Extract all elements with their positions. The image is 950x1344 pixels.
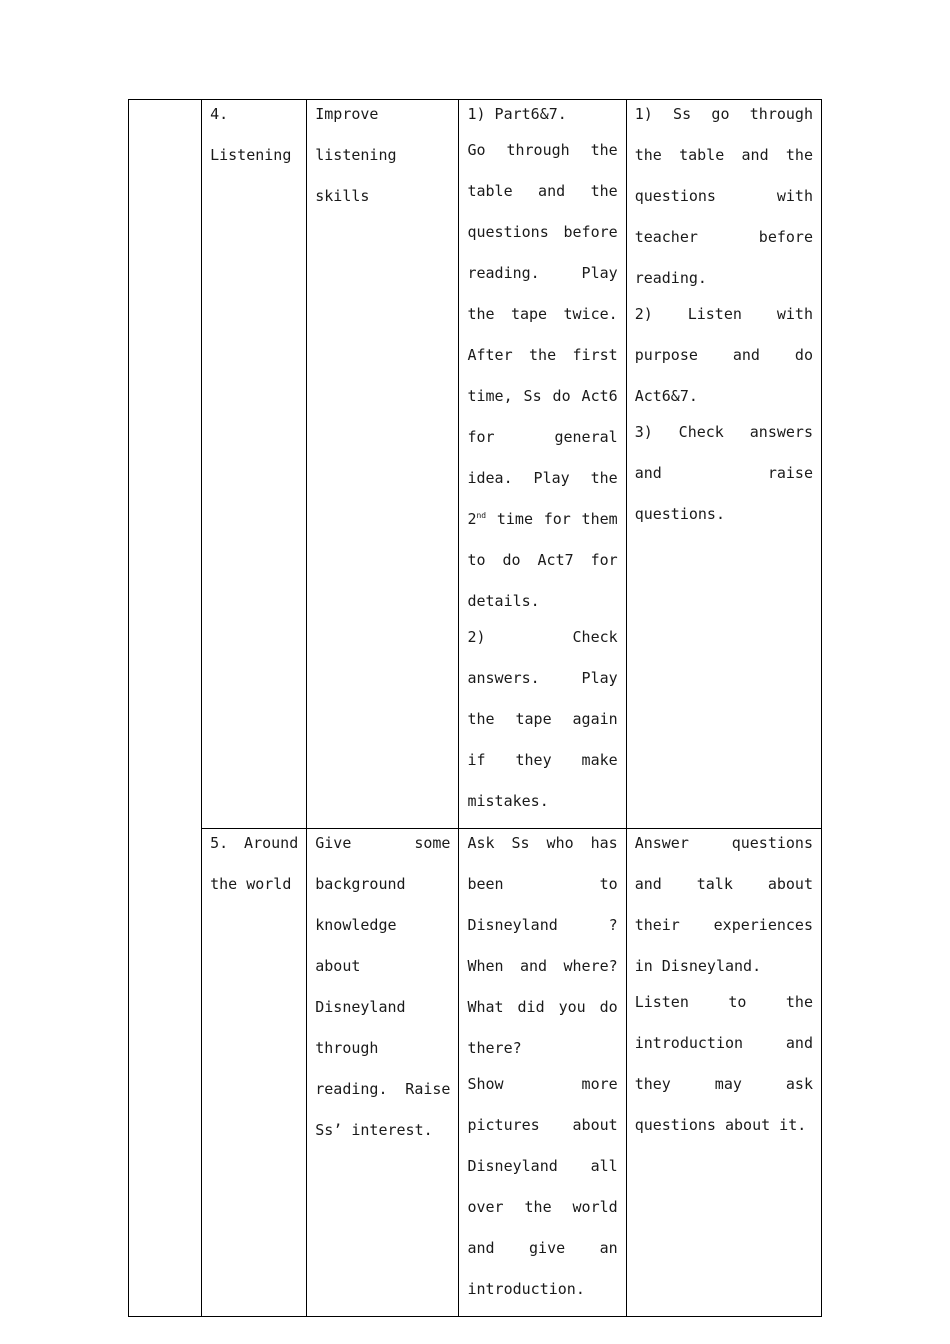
- aim-text: Improve listening skills: [315, 105, 397, 205]
- teacher-activity-cell: [459, 829, 626, 1317]
- ordinal-suffix: nd: [476, 511, 487, 520]
- teacher-activity-text: 1) Part6&7.: [467, 105, 567, 123]
- lesson-plan-table: [128, 99, 822, 1317]
- student-activity-text: 2) Listen with purpose and do Act6&7.: [634, 305, 813, 405]
- student-activity-text: 3) Check answers and raise questions.: [634, 423, 813, 523]
- student-activity-text: 1) Ss go through the table and the questions with teacher before reading.: [634, 105, 813, 287]
- teacher-activity-text: Ask Ss who has been to Disneyland ? When and where? What did you do there?: [467, 834, 618, 1057]
- student-activity-text: Listen to the introduction and they may ask questions about it.: [634, 993, 813, 1134]
- table-row: [129, 100, 822, 829]
- teacher-activity-fragment: time for them to do Act7 for details.: [467, 510, 618, 610]
- table-row: [129, 829, 822, 1317]
- step-text: 4. Listening: [210, 105, 292, 164]
- step-cell: [202, 100, 307, 829]
- stage-cell: [129, 100, 202, 1317]
- aim-cell: [307, 829, 459, 1317]
- student-activity-cell: [626, 829, 821, 1317]
- teacher-activity-text: [467, 130, 617, 622]
- teacher-activity-text: 2) Check answers. Play the tape again if they make mistakes.: [467, 628, 618, 810]
- step-text: 5. Around the world: [210, 834, 299, 893]
- student-activity-text: Answer questions and talk about their experiences in Disneyland.: [634, 834, 813, 975]
- step-cell: [202, 829, 307, 1317]
- student-activity-cell: [626, 100, 821, 829]
- teacher-activity-fragment: Go through the table and the questions before reading. Play the tape twice. After the first time, Ss do Act6 for general idea. Play the 2: [467, 141, 618, 528]
- aim-text: Give some background knowledge about Disneyland through reading. Raise Ss’ interest.: [315, 834, 451, 1139]
- teacher-activity-cell: [459, 100, 626, 829]
- teacher-activity-text: Show more pictures about Disneyland all over the world and give an introduction.: [467, 1075, 618, 1298]
- aim-cell: [307, 100, 459, 829]
